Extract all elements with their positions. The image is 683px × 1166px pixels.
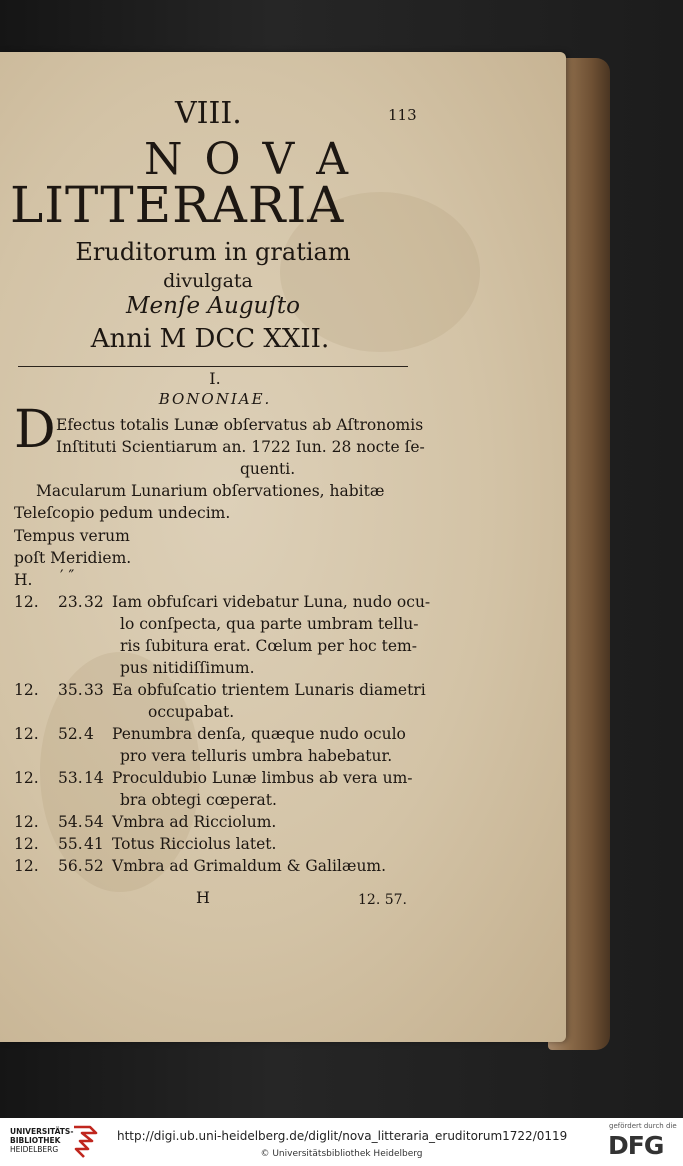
table-row — [14, 769, 434, 789]
entry-second: 32 — [84, 593, 104, 611]
entry-minute: 53. — [58, 769, 83, 787]
catchword-left: H — [196, 888, 210, 907]
entry-hour: 12. — [14, 857, 39, 875]
column-header-minutes-seconds: ′ ″ — [60, 567, 75, 585]
title-nova: N O V A — [143, 134, 353, 185]
copyright-text: © Universitätsbibliothek Heidelberg — [260, 1149, 423, 1159]
tempus-line: Tempus verum — [14, 527, 130, 545]
title-rule — [18, 366, 408, 367]
entry-text: Ea obfuſcatio trientem Lunaris diametri — [112, 681, 426, 699]
book-page — [0, 52, 566, 1042]
subtitle-divulgata: divulgata — [163, 270, 253, 292]
entry-text: Proculdubio Lunæ limbus ab vera um- — [112, 769, 413, 787]
viewer-footer — [0, 1118, 683, 1166]
subtitle-eruditorum: Eruditorum in gratiam — [75, 238, 351, 266]
title-litteraria: LITTERARIA — [10, 176, 345, 234]
entry-continuation: pro vera telluris umbra habebatur. — [120, 747, 393, 765]
entry-text: Iam obfuſcari videbatur Luna, nudo ocu- — [112, 593, 431, 611]
entry-second: 52 — [84, 857, 104, 875]
entry-text: Penumbra denſa, quæque nudo oculo — [112, 725, 406, 743]
year-line: Anni M DCC XXII. — [90, 324, 330, 354]
entry-minute: 23. — [58, 593, 83, 611]
entry-minute: 52. — [58, 725, 83, 743]
page-number: 113 — [388, 106, 417, 124]
intro-line: quenti. — [240, 460, 296, 478]
entry-hour: 12. — [14, 769, 39, 787]
post-meridiem-line: poſt Meridiem. — [14, 549, 132, 567]
dfg-logo: DFG — [608, 1131, 664, 1160]
table-row — [14, 681, 434, 701]
library-name-line: BIBLIOTHEK — [10, 1136, 61, 1145]
page-url-link[interactable]: http://digi.ub.uni-heidelberg.de/diglit/nova_litteraria_eruditorum1722/0119 — [117, 1129, 568, 1143]
entry-second: 41 — [84, 835, 104, 853]
entry-continuation: ris ſubitura erat. Cœlum per hoc tem- — [120, 637, 417, 655]
catchword-right: 12. 57. — [358, 892, 407, 908]
entry-hour: 12. — [14, 813, 39, 831]
entry-minute: 56. — [58, 857, 83, 875]
entry-text: Vmbra ad Ricciolum. — [112, 813, 277, 831]
entry-continuation: bra obtegi cœperat. — [120, 791, 277, 809]
entry-second: 14 — [84, 769, 104, 787]
library-name-line: UNIVERSITÄTS- — [10, 1127, 74, 1136]
entry-hour: 12. — [14, 725, 39, 743]
entry-second: 54 — [84, 813, 104, 831]
section-number: VIII. — [175, 96, 242, 131]
entry-second: 4 — [84, 725, 94, 743]
column-header-hours: H. — [14, 571, 33, 589]
intro-line: Inſtituti Scientiarum an. 1722 Iun. 28 nocte ſe- — [56, 438, 425, 456]
entry-text: Totus Ricciolus latet. — [112, 835, 277, 853]
drop-cap: D — [14, 400, 56, 460]
entry-hour: 12. — [14, 835, 39, 853]
intro-line: Efectus totalis Lunæ obſervatus ab Aſtronomis — [56, 416, 424, 434]
entry-hour: 12. — [14, 681, 39, 699]
entry-continuation: occupabat. — [148, 703, 235, 721]
paragraph-line: Macularum Lunarium obſervationes, habitæ — [36, 482, 385, 500]
entry-minute: 54. — [58, 813, 83, 831]
table-row — [14, 813, 434, 833]
entry-continuation: pus nitidiſſimum. — [120, 659, 255, 677]
funded-by-text: gefördert durch die — [609, 1122, 677, 1130]
entry-second: 33 — [84, 681, 104, 699]
entry-text: Vmbra ad Grimaldum & Galilæum. — [112, 857, 387, 875]
table-row — [14, 835, 434, 855]
location-heading: BONONIAE. — [158, 390, 272, 408]
table-row — [14, 857, 434, 877]
entry-minute: 55. — [58, 835, 83, 853]
entry-minute: 35. — [58, 681, 83, 699]
entry-continuation: lo conſpecta, qua parte umbram tellu- — [120, 615, 419, 633]
table-row — [14, 725, 434, 745]
month-line: Menſe Auguſto — [126, 293, 300, 319]
paragraph-line: Teleſcopio pedum undecim. — [14, 504, 231, 522]
entry-hour: 12. — [14, 593, 39, 611]
library-name-line: HEIDELBERG — [10, 1145, 59, 1154]
article-number: I. — [209, 369, 221, 388]
table-row — [14, 593, 434, 613]
